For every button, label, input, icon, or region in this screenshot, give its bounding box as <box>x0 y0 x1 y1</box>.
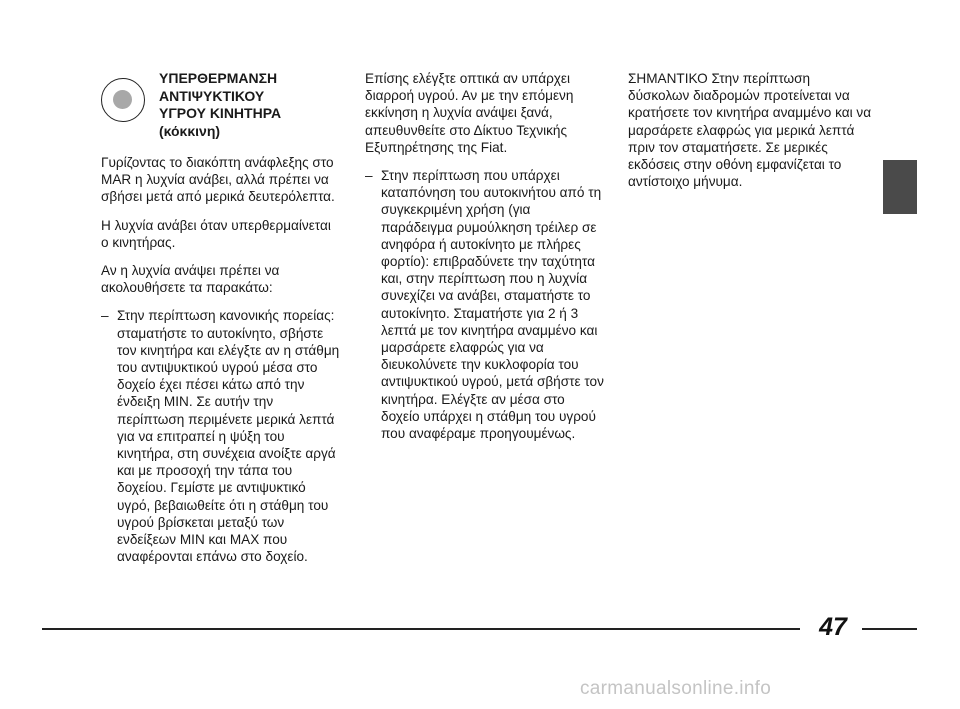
coolant-warning-lamp-icon <box>101 78 145 122</box>
paragraph: Αν η λυχνία ανάψει πρέπει να ακολουθήσετε τα παρακάτω: <box>101 263 280 296</box>
bullet-text: Στην περίπτωση κανονικής πορείας: σταματήστε το αυτοκίνητο, σβήστε τον κινητήρα και ελέγξτε αν η στάθμη του αντιψυκτικού υγρού μέσα στο δοχείο έχει πέσει κάτω από την ένδειξη MIN. Σε αυτήν την περίπτωση περιμένετε μερικά λεπτά για να επιτραπεί η ψύξη του κινητήρα, στη συνέχεια ανοίξτε αργά και με προσοχή την τάπα του δοχείου. Γεμίστε με αντιψυκτικό υγρό, βεβαιωθείτε ότι η στάθμη του υγρού βρίσκεται μεταξύ των ενδείξεων MIN και MAX που αναφέρονται επάνω στο δοχείο. <box>117 308 340 565</box>
warning-heading <box>101 70 341 150</box>
section-thumb-tab <box>883 160 917 214</box>
footer-rule-left <box>42 628 800 630</box>
bullet-item <box>101 307 341 565</box>
warning-title-line-3: ΥΓΡΟΥ ΚΙΝΗΤΗΡΑ <box>159 105 282 121</box>
paragraph: Γυρίζοντας το διακόπτη ανάφλεξης στο MAR η λυχνία ανάβει, αλλά πρέπει να σβήσει μετά από μερικά δευτερόλεπτα. <box>101 155 335 205</box>
bullet-text: Στην περίπτωση που υπάρχει καταπόνηση του αυτοκινήτου από τη συγκεκριμένη χρήση (για παράδειγμα ρυμούλκηση τρέιλερ σε ανηφόρα ή αυτοκίνητο με πλήρες φορτίο): επιβραδύνετε την ταχύτητα και, στην περίπτωση που η λυχνία συνεχίζει να ανάβει, σταματήστε το αυτοκίνητο. Σταματήστε για 2 ή 3 λεπτά με τον κινητήρα αναμμένο και μαρσάρετε ελαφρώς για να διευκολύνετε την κυκλοφορία του αντιψυκτικού υγρού, μετά σβήστε τον κινητήρα. Ελέγξτε αν μέσα στο δοχείο υπάρχει η στάθμη του υγρού που αναφέραμε προηγουμένως. <box>381 168 604 442</box>
column-2 <box>365 70 605 442</box>
dash-marker: – <box>101 308 109 324</box>
warning-title <box>159 70 281 140</box>
dash-marker: – <box>365 168 373 184</box>
page-number: 47 <box>819 613 847 641</box>
column-3 <box>628 70 873 201</box>
warning-title-line-1: ΥΠΕΡΘΕΡΜΑΝΣΗ <box>159 70 278 86</box>
paragraph: Επίσης ελέγξτε οπτικά αν υπάρχει διαρροή υγρού. Αν με την επόμενη εκκίνηση η λυχνία ανάψει ξανά, απευθυνθείτε στο Δίκτυο Τεχνικής Εξυπηρέτησης της Fiat. <box>365 71 574 155</box>
warning-title-line-2: ΑΝΤΙΨΥΚΤΙΚΟΥ <box>159 87 265 104</box>
footer-rule-right <box>862 628 917 630</box>
warning-title-line-4: (κόκκινη) <box>159 122 221 139</box>
lamp-light-icon <box>113 90 132 109</box>
paragraph: Η λυχνία ανάβει όταν υπερθερμαίνεται ο κινητήρας. <box>101 217 331 250</box>
column-1 <box>101 70 341 565</box>
watermark: carmanualsonline.info <box>580 678 772 699</box>
bullet-item <box>365 167 605 442</box>
paragraph: ΣΗΜΑΝΤΙΚΟ Στην περίπτωση δύσκολων διαδρομών προτείνεται να κρατήσετε τον κινητήρα αναμμένο και να μαρσάρετε ελαφρώς για μερικά λεπτά πριν τον σταματήσετε. Σε μερικές εκδόσεις στην οθόνη εμφανίζεται το αντίστοιχο μήνυμα. <box>628 71 872 190</box>
